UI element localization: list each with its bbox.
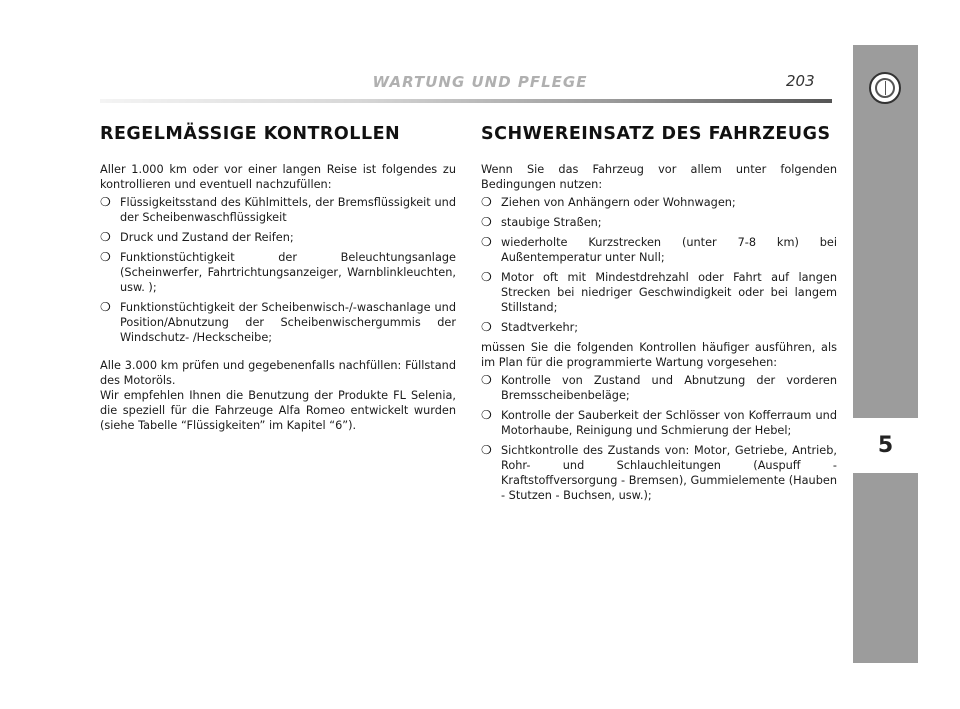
recommendation-paragraph: Wir empfehlen Ihnen die Benutzung der Produkte FL Selenia, die speziell für die Fahrzeuge Alfa Romeo entwickelt wurden (siehe Tabelle “Flüssigkeiten” im Kapitel “6”). <box>100 389 456 432</box>
list-item: ❍ Motor oft mit Mindestdrehzahl oder Fahrt auf langen Strecken bei niedriger Geschwindigkeit oder bei langem Stillstand; <box>481 270 837 314</box>
list-item: ❍ staubige Straßen; <box>481 215 602 229</box>
bullet-icon: ❍ <box>100 250 111 264</box>
bullet-icon: ❍ <box>481 195 492 209</box>
intro-paragraph: Wenn Sie das Fahrzeug vor allem unter folgenden Bedingungen nutzen: <box>481 163 837 191</box>
oil-paragraph: Alle 3.000 km prüfen und gegebenenfalls nachfüllen: Füllstand des Motoröls. <box>100 359 456 387</box>
section-heading: REGELMÄSSIGE KONTROLLEN <box>100 124 401 144</box>
bullet-icon: ❍ <box>481 235 492 249</box>
bullet-icon: ❍ <box>100 230 111 244</box>
section-heading: SCHWEREINSATZ DES FAHRZEUGS <box>481 124 831 144</box>
condition-list <box>481 195 837 335</box>
chapter-sidebar <box>853 45 918 663</box>
list-item: ❍ Flüssigkeitsstand des Kühlmittels, der Bremsflüssigkeit und der Scheibenwaschflüssigkeit <box>100 195 456 224</box>
bullet-icon: ❍ <box>100 300 111 314</box>
frequency-paragraph: müssen Sie die folgenden Kontrollen häufiger ausführen, als im Plan für die programmierte Wartung vorgesehen: <box>481 341 837 369</box>
list-item: ❍ Ziehen von Anhängern oder Wohnwagen; <box>481 195 736 209</box>
list-item: ❍ Druck und Zustand der Reifen; <box>100 230 294 244</box>
bullet-icon: ❍ <box>100 195 111 209</box>
bullet-icon: ❍ <box>481 215 492 229</box>
header-rule <box>100 99 832 103</box>
right-column <box>481 124 837 508</box>
bullet-icon: ❍ <box>481 270 492 284</box>
intro-paragraph: Aller 1.000 km oder vor einer langen Reise ist folgendes zu kontrollieren und eventuell nachzufüllen: <box>100 163 456 191</box>
list-item: ❍ Sichtkontrolle des Zustands von: Motor, Getriebe, Antrieb, Rohr- und Schlauchleitungen (Auspuff - Kraftstoffversorgung - Bremsen), Gummielemente (Hauben - Stutzen - Buchsen, usw.); <box>481 443 837 502</box>
bullet-icon: ❍ <box>481 408 492 422</box>
chapter-tab: 5 <box>853 418 918 473</box>
left-column <box>100 124 456 433</box>
bullet-icon: ❍ <box>481 320 492 334</box>
check-list <box>100 195 456 345</box>
list-item: ❍ wiederholte Kurzstrecken (unter 7-8 km) bei Außentemperatur unter Null; <box>481 235 837 264</box>
bullet-icon: ❍ <box>481 373 492 387</box>
page-number: 203 <box>786 72 815 90</box>
list-item: ❍ Funktionstüchtigkeit der Beleuchtungsanlage (Scheinwerfer, Fahrtrichtungsanzeiger, Warnblinkleuchten, usw. ); <box>100 250 456 294</box>
alfa-romeo-logo-icon <box>869 72 901 104</box>
list-item: ❍ Kontrolle der Sauberkeit der Schlösser von Kofferraum und Motorhaube, Reinigung und Schmierung der Hebel; <box>481 408 837 437</box>
list-item: ❍ Funktionstüchtigkeit der Scheibenwisch-/-waschanlage und Position/Abnutzung der Scheibenwischergummis der Windschutz- /Heckscheibe; <box>100 300 456 344</box>
bullet-icon: ❍ <box>481 443 492 457</box>
list-item: ❍ Stadtverkehr; <box>481 320 579 334</box>
inspection-list <box>481 373 837 503</box>
running-header-title: WARTUNG UND PFLEGE <box>372 73 588 91</box>
list-item: ❍ Kontrolle von Zustand und Abnutzung der vorderen Bremsscheibenbeläge; <box>481 373 837 402</box>
